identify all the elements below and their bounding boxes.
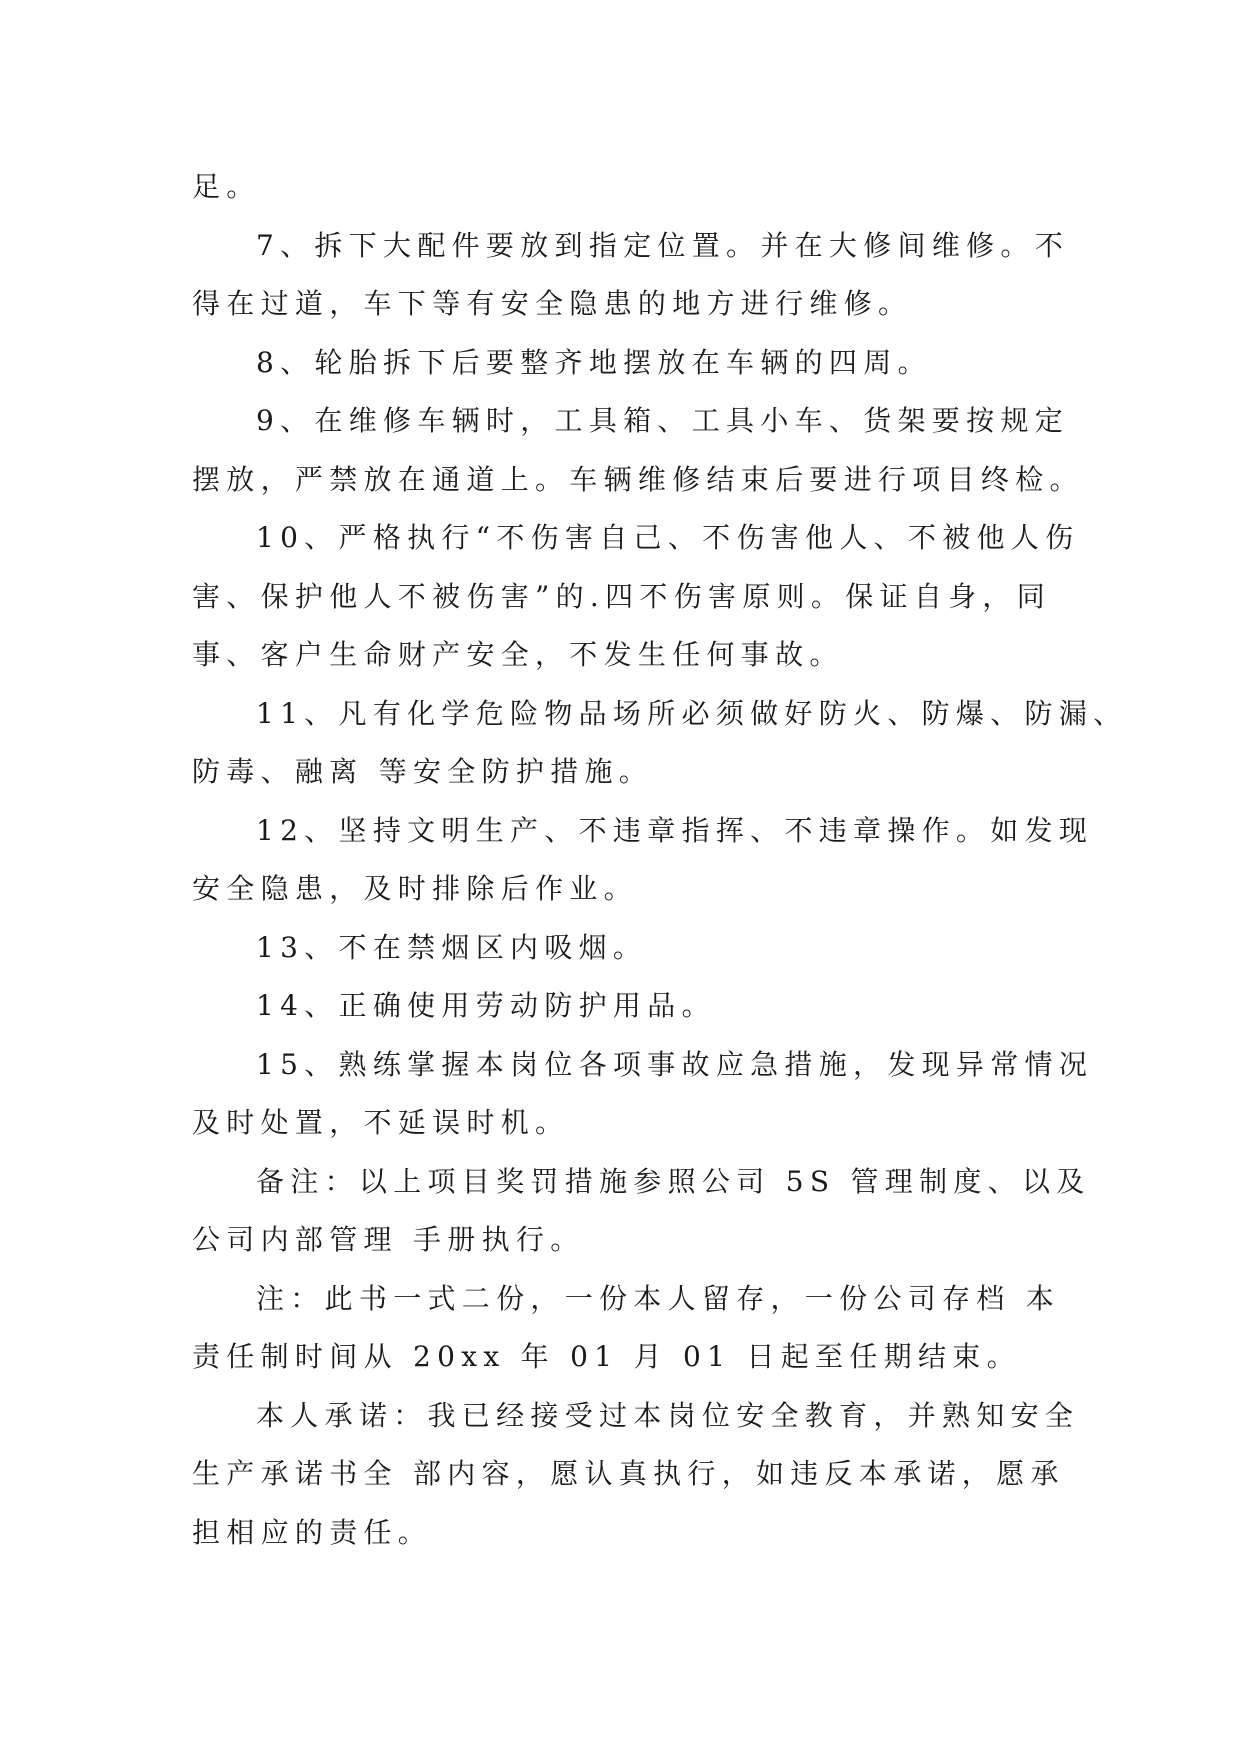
text-line: 12、坚持文明生产、不违章指挥、不违章操作。如发现 (256, 813, 1094, 847)
text-line: 9、在维修车辆时，工具箱、工具小车、货架要按规定 (256, 404, 1070, 437)
text-line: 安全隐患，及时排除后作业。 (192, 872, 638, 905)
text-line: 防毒、融离 等安全防护措施。 (192, 755, 654, 788)
text-line: 本人承诺：我已经接受过本岗位安全教育，并熟知安全 (256, 1398, 1080, 1432)
text-line: 14、正确使用劳动防护用品。 (256, 989, 716, 1022)
text-line: 担相应的责任。 (192, 1515, 433, 1549)
text-line: 害、保护他人不被伤害”的.四不伤害原则。保证自身，同 (192, 579, 1052, 613)
text-line: 11、凡有化学危险物品场所必须做好防火、防爆、防漏、 (256, 696, 1128, 730)
document-body (192, 158, 1128, 1562)
text-line: 备注：以上项目奖罚措施参照公司 5S 管理制度、以及 (256, 1164, 1091, 1198)
text-line: 8、轮胎拆下后要整齐地摆放在车辆的四周。 (256, 345, 932, 379)
text-line: 得在过道，车下等有安全隐患的地方进行维修。 (192, 287, 913, 320)
text-line: 摆放，严禁放在通道上。车辆维修结束后要进行项目终检。 (192, 462, 1084, 496)
text-line: 15、熟练掌握本岗位各项事故应急措施，发现异常情况 (256, 1047, 1094, 1081)
text-line: 13、不在禁烟区内吸烟。 (256, 930, 648, 964)
text-line: 事、客户生命财产安全，不发生任何事故。 (192, 638, 844, 671)
text-line: 公司内部管理 手册执行。 (192, 1223, 585, 1256)
text-line: 10、严格执行“不伤害自己、不伤害他人、不被他人伤 (256, 521, 1080, 554)
text-line: 7、拆下大配件要放到指定位置。并在大修间维修。不 (256, 228, 1070, 262)
text-line: 生产承诺书全 部内容，愿认真执行，如违反本承诺，愿承 (192, 1457, 1065, 1490)
text-line: 足。 (192, 170, 261, 203)
text-line: 责任制时间从 20xx 年 01 月 01 日起至任期结束。 (192, 1340, 1021, 1373)
text-line: 注：此书一式二份，一份本人留存，一份公司存档 本 (256, 1281, 1061, 1315)
text-line: 及时处置，不延误时机。 (192, 1106, 570, 1139)
